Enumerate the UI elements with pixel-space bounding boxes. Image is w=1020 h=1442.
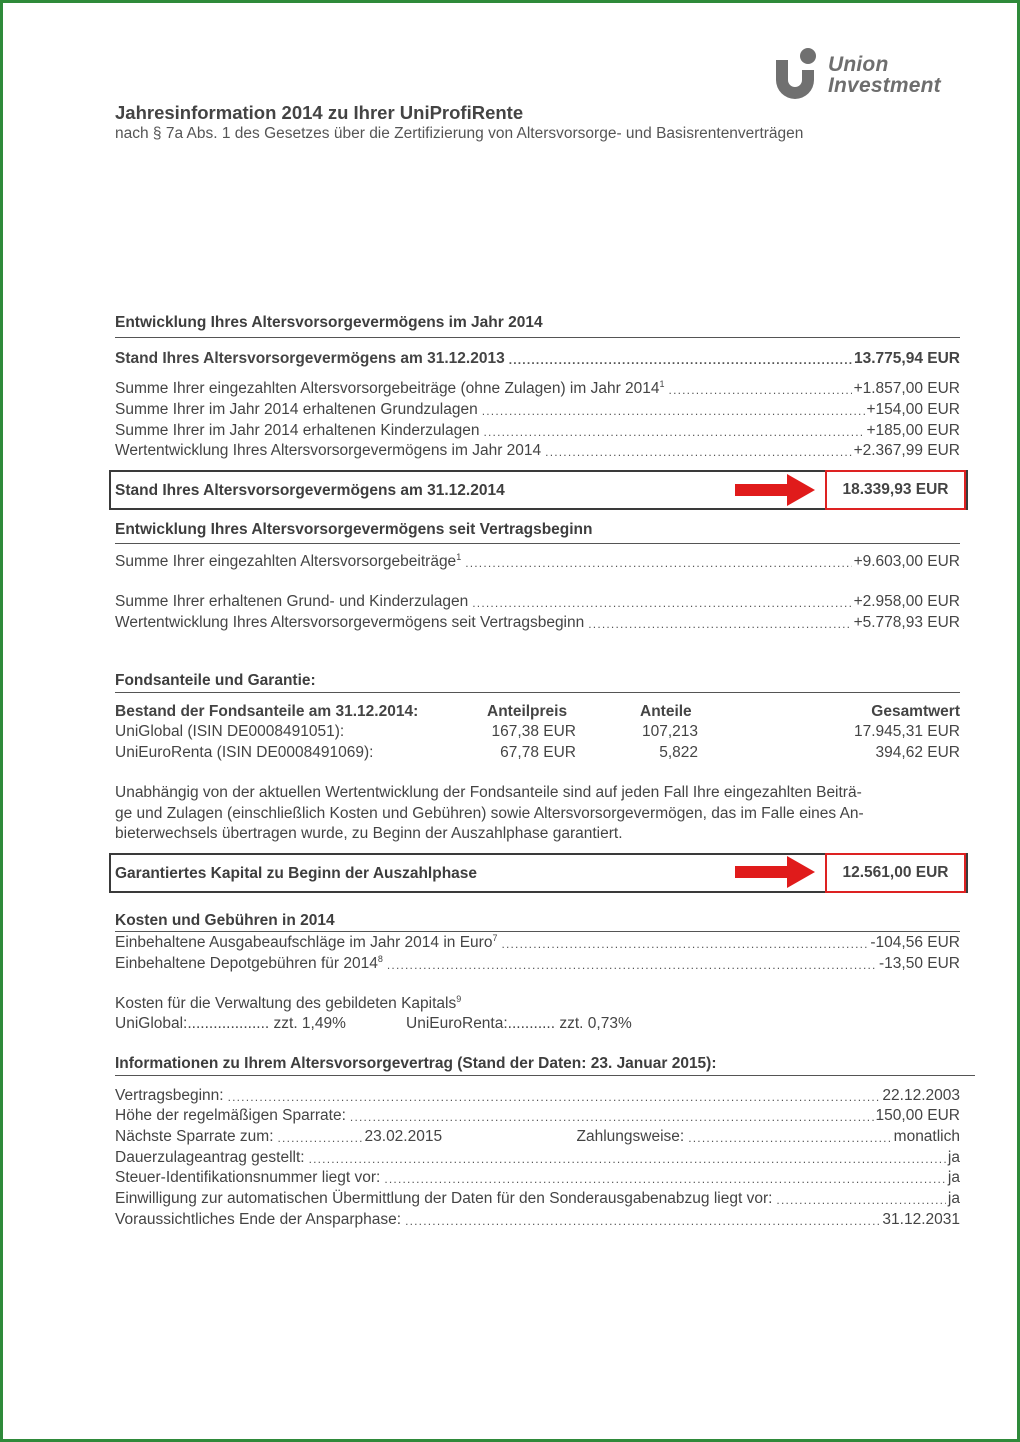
section-heading-fund-units: Fondsanteile und Garantie:: [115, 672, 316, 689]
row-value: 31.12.2031: [882, 1211, 960, 1228]
row-value: 23.02.2015: [364, 1128, 443, 1145]
row-value: monatlich: [893, 1128, 960, 1145]
row-value: +1.857,00 EUR: [853, 380, 960, 397]
leader-dots: [776, 1195, 946, 1205]
fund-table-header-total: Gesamtwert: [871, 703, 960, 720]
fund-label: UniGlobal:: [115, 1015, 188, 1032]
leader-dots: [350, 1112, 874, 1122]
red-arrow-icon: [735, 855, 817, 889]
next-rate-row: [115, 1126, 960, 1146]
row-label: Steuer-Identifikationsnummer liegt vor:: [115, 1169, 381, 1186]
row-label: Wertentwicklung Ihres Altersvorsorgevermögens seit Vertragsbeginn: [115, 614, 585, 631]
row-value: 150,00 EUR: [875, 1107, 960, 1124]
child-allowance-row: [115, 420, 960, 440]
row-value: 22.12.2003: [882, 1087, 960, 1104]
basic-allowance-row: [115, 399, 960, 419]
row-value: -104,56 EUR: [870, 934, 960, 951]
row-label: Einbehaltene Ausgabeaufschläge im Jahr 2014 in Euro: [115, 934, 493, 951]
section-heading-development-2014: Entwicklung Ihres Altersvorsorgevermögens im Jahr 2014: [115, 314, 543, 331]
paragraph-line: ge und Zulagen (einschließlich Kosten und Gebühren) sowie Altersvorsorgevermögen, das im Falle eines An-: [115, 804, 864, 822]
logo-line2: Investment: [828, 74, 941, 97]
page-subtitle: nach § 7a Abs. 1 des Gesetzes über die Zertifizierung von Altersvorsorge- und Basisrentenverträgen: [115, 125, 804, 142]
value-development-2014-row: [115, 440, 960, 460]
tax-id-row: [115, 1167, 960, 1187]
contract-start-row: [115, 1085, 960, 1105]
start-balance-row: [115, 348, 960, 368]
leader-dots: [405, 1216, 880, 1226]
row-label: Zahlungsweise:: [576, 1128, 685, 1145]
fund-total: 17.945,31 EUR: [854, 723, 960, 740]
row-label: Nächste Sparrate zum:: [115, 1128, 274, 1145]
divider: [115, 337, 960, 338]
leader-dots: [384, 1174, 946, 1184]
row-value: +185,00 EUR: [866, 422, 960, 439]
fund-cost-value: zzt. 0,73%: [559, 1015, 632, 1032]
contributions-2014-row: [115, 378, 960, 398]
leader-dots: [228, 1092, 881, 1102]
admin-cost-unieurorenta: [406, 1015, 632, 1033]
leader-dots: [482, 406, 865, 416]
footnote-marker: 1: [659, 379, 665, 389]
logo-wordmark: [828, 54, 941, 96]
fund-table-header-units: Anteile: [640, 703, 692, 720]
guarantee-paragraph: [115, 783, 960, 845]
sales-charge-row: [115, 932, 960, 952]
row-label: Dauerzulageantrag gestellt:: [115, 1149, 305, 1166]
fund-total: 394,62 EUR: [875, 744, 960, 761]
start-balance-label: Stand Ihres Altersvorsorgevermögens am 31.12.2013: [115, 350, 505, 367]
fund-name: UniEuroRenta (ISIN DE0008491069):: [115, 744, 374, 761]
footnote-marker: 8: [377, 954, 383, 964]
divider: [115, 1075, 975, 1076]
guarantee-label: Garantiertes Kapital zu Beginn der Auszahlphase: [115, 865, 478, 882]
logo-line1: Union: [828, 53, 889, 76]
leader-dots: [483, 427, 864, 437]
row-value: ja: [947, 1169, 960, 1186]
row-label: Vertragsbeginn:: [115, 1087, 224, 1104]
savings-rate-row: [115, 1105, 960, 1125]
row-label: Wertentwicklung Ihres Altersvorsorgevermögens im Jahr 2014: [115, 442, 542, 459]
fund-table-header-price: Anteilpreis: [487, 703, 568, 720]
fund-price: 167,38 EUR: [491, 723, 576, 740]
leader-dots: [501, 939, 868, 949]
leader-dots: [545, 447, 851, 457]
row-label: Einwilligung zur automatischen Übermittlung der Daten für den Sonderausgabenabzug liegt vor:: [115, 1190, 773, 1207]
guarantee-value: 12.561,00 EUR: [825, 853, 966, 893]
section-heading-since-start: Entwicklung Ihres Altersvorsorgevermögens seit Vertragsbeginn: [115, 521, 593, 538]
row-value: +2.367,99 EUR: [853, 442, 960, 459]
leader-dots: [688, 1133, 891, 1143]
union-investment-logo: [770, 46, 965, 104]
divider: [115, 543, 960, 544]
end-balance-value: 18.339,93 EUR: [825, 470, 966, 510]
union-logo-icon: [770, 46, 826, 102]
leader-dots: [509, 355, 852, 365]
admin-costs-label: [115, 994, 461, 1013]
row-value: +2.958,00 EUR: [853, 593, 960, 610]
row-value: ja: [947, 1190, 960, 1207]
saving-phase-end-row: [115, 1209, 960, 1229]
leader-dots: [472, 598, 851, 608]
leader-dots: [278, 1133, 363, 1143]
row-label: Summe Ihrer im Jahr 2014 erhaltenen Grundzulagen: [115, 401, 478, 418]
row-label: Summe Ihrer im Jahr 2014 erhaltenen Kinderzulagen: [115, 422, 480, 439]
leader-dots: [669, 385, 852, 395]
start-balance-value: 13.775,94 EUR: [854, 350, 960, 367]
row-label: Voraussichtliches Ende der Ansparphase:: [115, 1211, 402, 1228]
paragraph-line: Unabhängig von der aktuellen Wertentwicklung der Fondsanteile sind auf jeden Fall Ihre eingezahlten Beiträ-: [115, 784, 862, 801]
row-value: ja: [947, 1149, 960, 1166]
leader-dots: [588, 619, 851, 629]
total-value-development-row: [115, 612, 960, 632]
admin-cost-uniglobal: [115, 1015, 346, 1033]
page-title: Jahresinformation 2014 zu Ihrer UniProfiRente: [115, 102, 524, 123]
leader-dots: ...........: [507, 1015, 556, 1032]
leader-dots: [387, 960, 877, 970]
footnote-marker: 9: [456, 994, 462, 1004]
fund-units: 107,213: [641, 723, 698, 740]
fund-cost-value: zzt. 1,49%: [273, 1015, 346, 1032]
row-value: -13,50 EUR: [879, 955, 960, 972]
row-label: Summe Ihrer eingezahlten Altersvorsorgebeiträge (ohne Zulagen) im Jahr 2014: [115, 380, 660, 397]
footnote-marker: 1: [456, 552, 462, 562]
admin-costs-text: Kosten für die Verwaltung des gebildeten Kapitals: [115, 995, 457, 1012]
fund-price: 67,78 EUR: [500, 744, 576, 761]
leader-dots: ...................: [187, 1015, 270, 1032]
fund-table-header-holdings: Bestand der Fondsanteile am 31.12.2014:: [115, 703, 419, 720]
section-heading-costs: Kosten und Gebühren in 2014: [115, 912, 335, 929]
fund-name: UniGlobal (ISIN DE0008491051):: [115, 723, 345, 740]
fund-units: 5,822: [659, 744, 698, 761]
leader-dots: [309, 1154, 946, 1164]
row-value: +154,00 EUR: [866, 401, 960, 418]
red-arrow-icon: [735, 473, 817, 507]
end-balance-label: Stand Ihres Altersvorsorgevermögens am 31.12.2014: [115, 482, 505, 499]
leader-dots: [465, 558, 851, 568]
divider: [115, 692, 960, 693]
paragraph-line: bieterwechsels übertragen wurde, zu Beginn der Auszahlphase garantiert.: [115, 825, 623, 842]
total-allowances-row: [115, 591, 960, 611]
custody-fee-row: [115, 953, 960, 973]
row-label: Summe Ihrer erhaltenen Grund- und Kinderzulagen: [115, 593, 469, 610]
row-value: +5.778,93 EUR: [853, 614, 960, 631]
footnote-marker: 7: [492, 933, 498, 943]
row-label: Einbehaltene Depotgebühren für 2014: [115, 955, 378, 972]
fund-label: UniEuroRenta:: [406, 1015, 508, 1032]
row-label: Summe Ihrer eingezahlten Altersvorsorgebeiträge: [115, 553, 457, 570]
row-value: +9.603,00 EUR: [853, 553, 960, 570]
total-contributions-row: [115, 551, 960, 571]
consent-row: [115, 1188, 960, 1208]
row-label: Höhe der regelmäßigen Sparrate:: [115, 1107, 346, 1124]
permanent-allowance-row: [115, 1147, 960, 1167]
section-heading-contract-info: Informationen zu Ihrem Altersvorsorgevertrag (Stand der Daten: 23. Januar 2015):: [115, 1055, 717, 1072]
